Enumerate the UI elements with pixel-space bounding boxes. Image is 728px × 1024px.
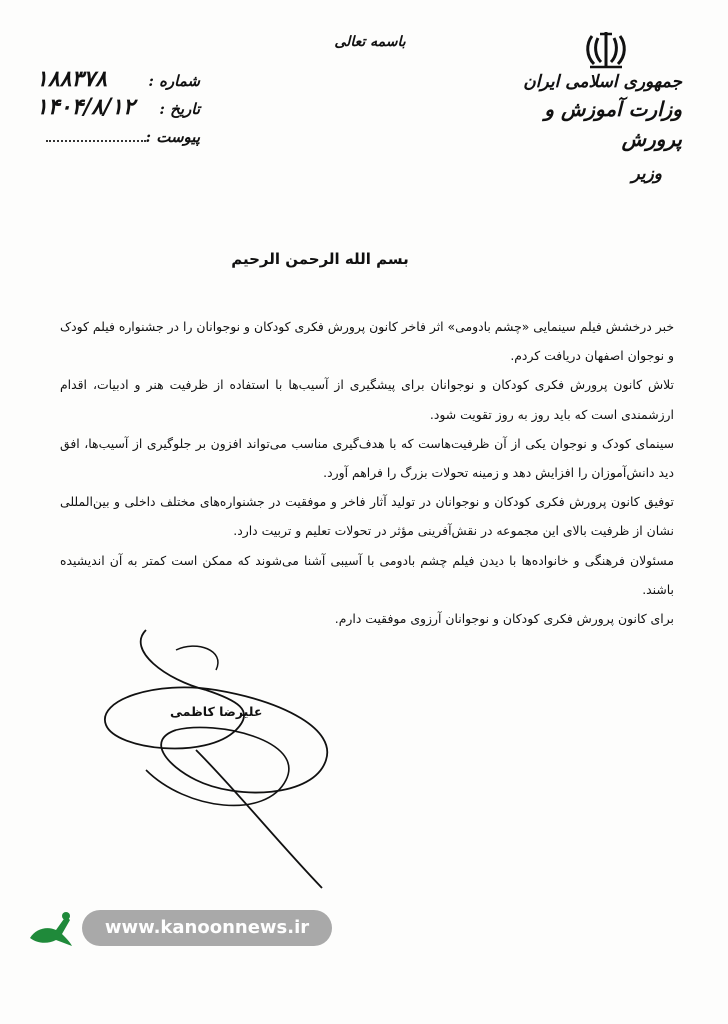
number-value: ۱۸۸۳۷۸ [36,66,107,92]
paragraph-1: خبر درخشش فیلم سینمایی «چشم بادومی» اثر فاخر کانون پرورش فکری کودکان و نوجوانان را در جشنواره فیلم کودک و نوجوان اصفهان دریافت کردم. [60,319,674,364]
watermark-url: www.kanoonnews.ir [82,910,332,946]
letter-body [60,312,674,633]
paragraph-4: توفیق کانون پرورش فکری کودکان و نوجوانان در تولید آثار فاخر و موفقیت در جشنواره‌های مختلف داخلی و بین‌المللی نشان از ظرفیت بالای این مجموعه در نقش‌آفرینی مؤثر در تحولات تعلیم و تربیت دارد. [60,494,674,539]
signer-name: علیرضا کاظمی [170,704,263,719]
ministry-header [482,70,682,194]
paragraph-5: مسئولان فرهنگی و خانواده‌ها با دیدن فیلم چشم بادومی با آسیبی آشنا می‌شوند که ممکن است کمتر به آن اندیشیده باشند. [60,552,674,597]
ministry-line-2: وزارت آموزش و پرورش [544,97,682,151]
kanoon-logo-icon [26,908,76,948]
ministry-line-3: وزیر [631,164,662,184]
iran-emblem-icon [584,30,628,70]
paragraph-6: برای کانون پرورش فکری کودکان و نوجوانان آرزوی موفقیت دارم. [334,611,674,627]
number-label: شماره : [148,72,200,90]
basmeh-heading: باسمه تعالی [334,34,406,50]
attachment-dotted-line [46,140,146,142]
handwritten-signature [86,620,346,890]
ministry-line-1: جمهوری اسلامی ایران [523,72,682,92]
date-label: تاریخ : [159,100,200,118]
paragraph-3: سینمای کودک و نوجوان یکی از آن ظرفیت‌هاست که با هدف‌گیری مناسب می‌تواند افزون بر جلوگیری از آسیب‌ها، افق دید دانش‌آموزان را افزایش دهد و زمینه تحولات بزرگ را فراهم آورد. [60,435,674,481]
kanoon-watermark [26,906,312,952]
bismillah-heading: بسم الله الرحمن الرحیم [231,250,409,268]
meta-date-row [36,94,200,126]
paragraph-2: تلاش کانون پرورش فکری کودکان و نوجوانان برای پیشگیری از آسیب‌ها با استفاده از ظرفیت هنر و ادبیات، اقدام ارزشمندی است که باید روز به روز تقویت شود. [60,377,674,422]
letter-meta [36,66,200,154]
meta-attachment-row [36,126,200,154]
date-value: ۱۴۰۴/۸/۱۲ [36,94,135,120]
attachment-label: پیوست : [145,128,200,146]
